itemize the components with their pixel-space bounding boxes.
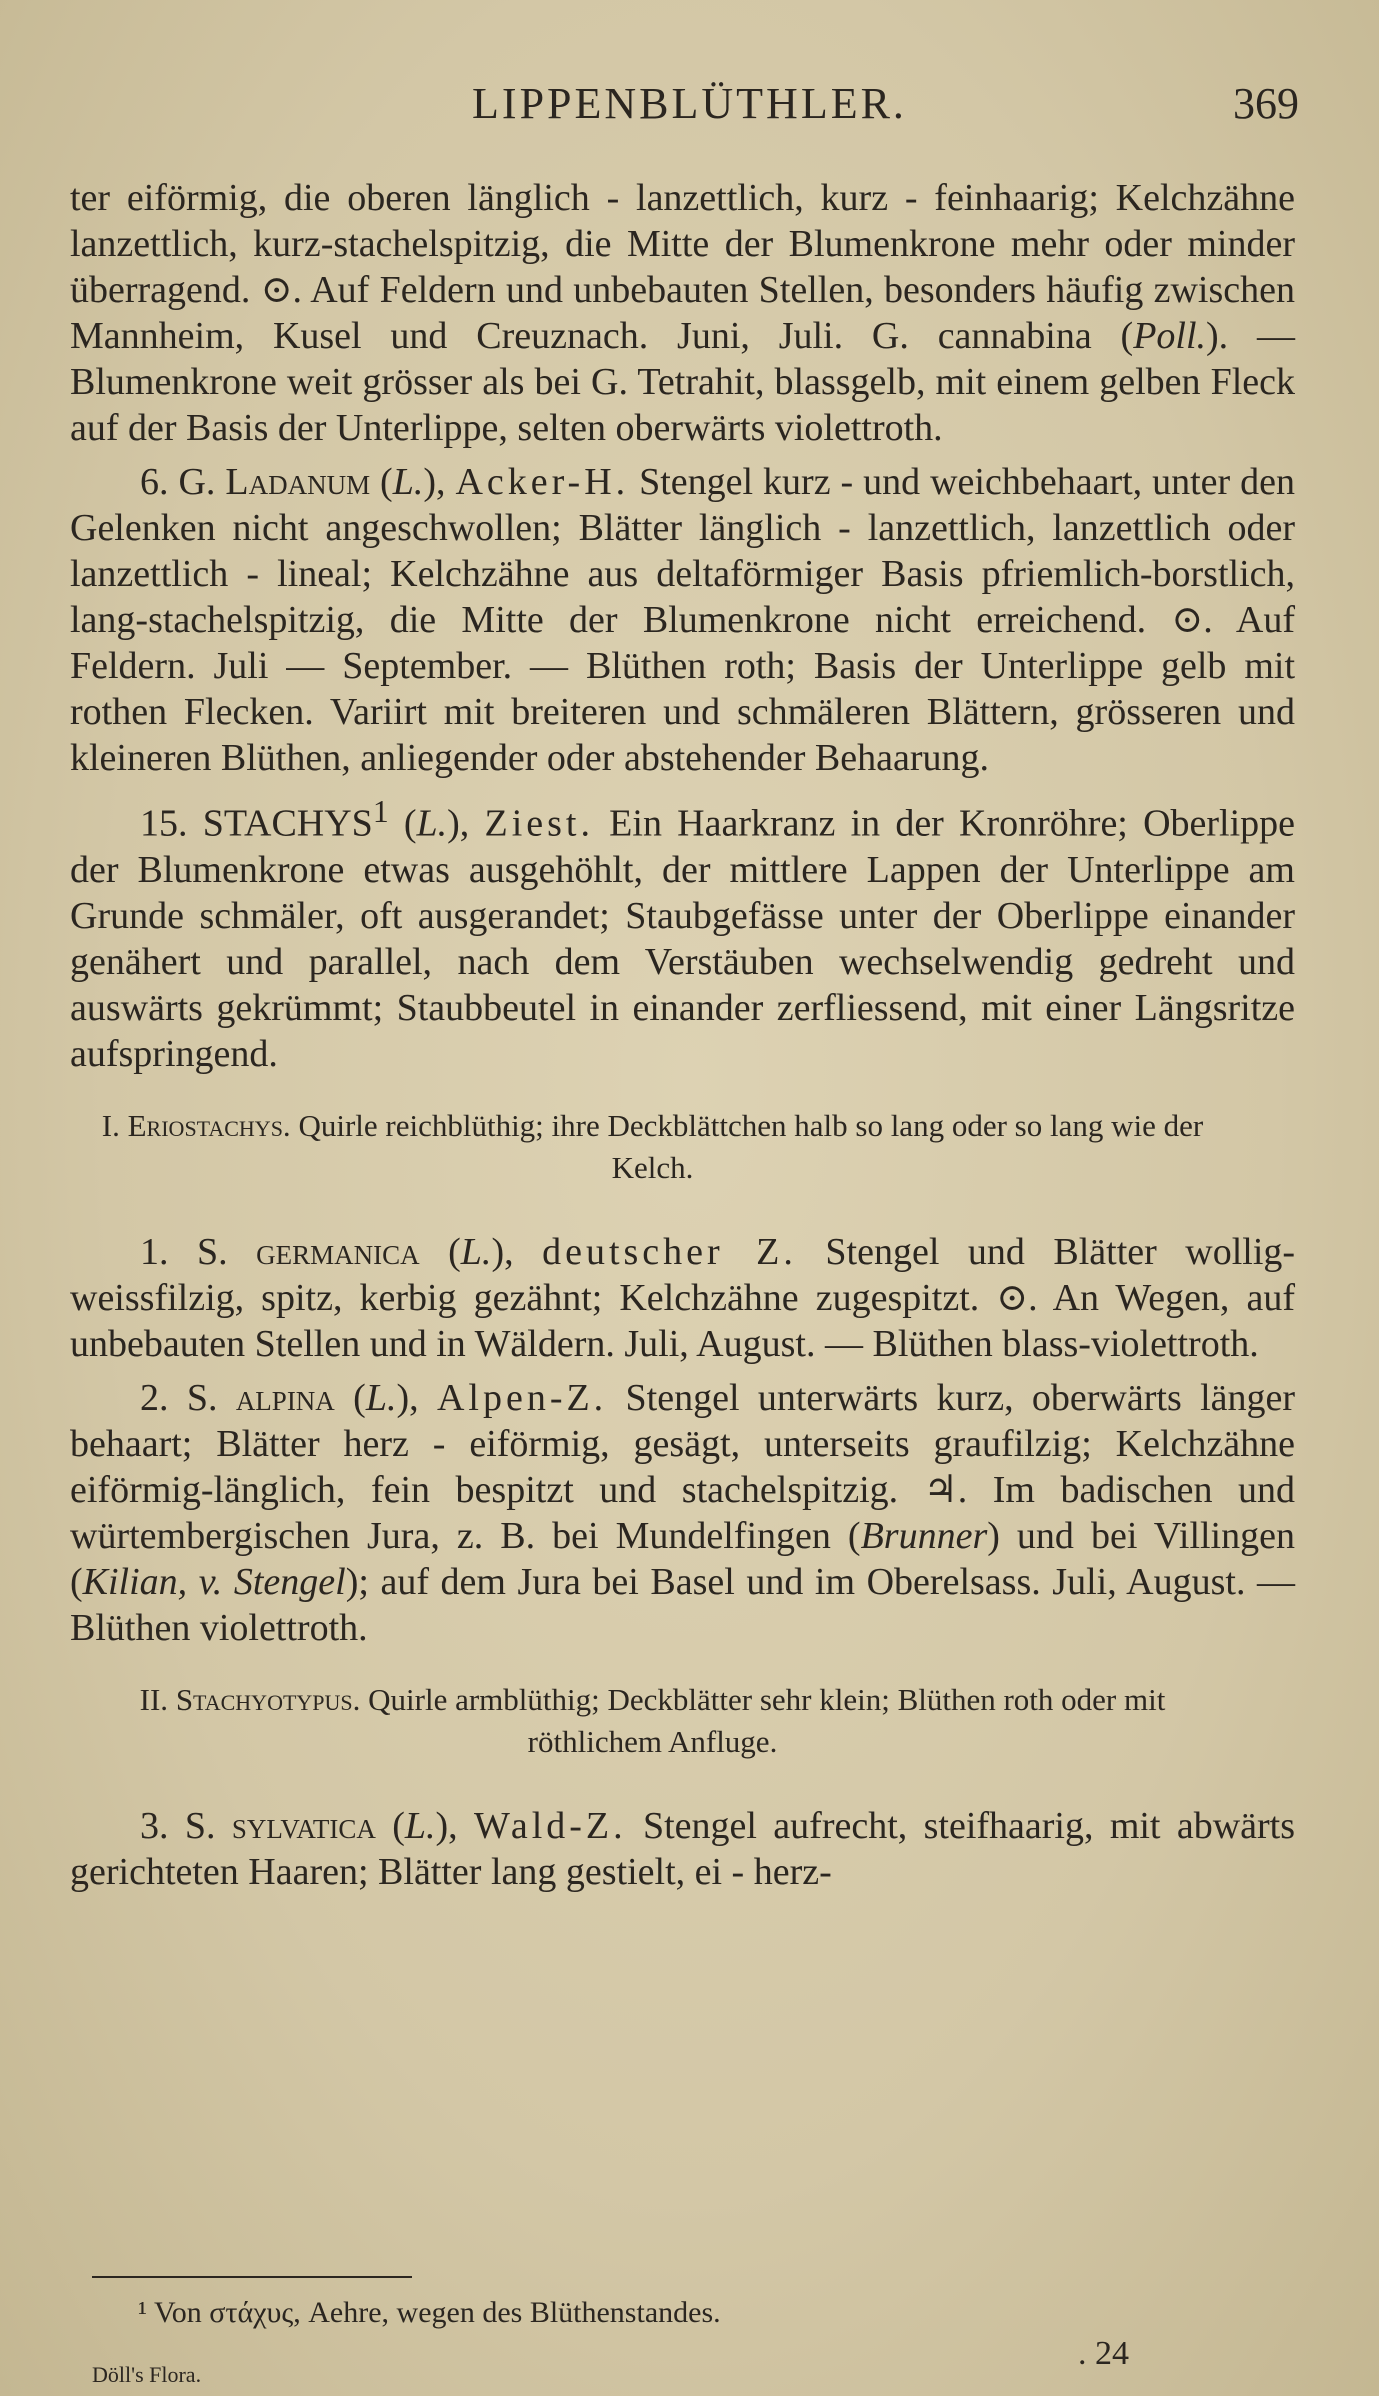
running-title: LIPPENBLÜTHLER. [472,79,907,128]
spaced-run: Acker-H. [455,461,630,503]
italic-run: L. [460,1230,492,1273]
body-text [70,175,1295,1903]
sheet-number: . 24 [1078,2335,1129,2372]
footnote-marker: 1 [372,794,389,829]
text-run: Stengel aufrecht, steifhaarig, mit abwärts gerichteten Haaren; Blätter lang gestielt, ei - herz- [70,1804,1296,1893]
text-run: ( [375,1804,405,1847]
paragraph-s-sylvatica [70,1803,1295,1895]
section-stachyotypus [70,1679,1235,1763]
paragraph-g-ladanum [70,459,1295,781]
text-run: 2. S. [140,1376,236,1419]
text-run: ( [419,1230,461,1273]
section-eriostachys [70,1105,1235,1189]
page-header [0,78,1379,138]
page-number: 369 [1233,79,1299,128]
italic-run: Brunner [860,1514,988,1557]
text-run: ), [491,1230,543,1273]
paragraph-s-alpina [70,1375,1295,1651]
text-run: Stengel und Blätter wollig-weissfilzig, spitz, kerbig gezähnt; Kelchzähne zugespitzt. ⊙. An Wegen, auf unbebauten Stellen und in Wäldern. Juli, August. — Blüthen blass-violettroth. [70,1230,1296,1365]
spaced-run: Ziest. [484,802,594,845]
text-run: ), [435,1804,475,1847]
italic-run: L. [392,461,424,503]
italic-run: L. [416,802,448,845]
text-run: ( [370,461,393,503]
text-run: Quirle armblüthig; Deckblätter sehr klein; Blüthen roth oder mit röthlichem Anfluge. [360,1681,1166,1759]
smallcaps-run: germanica [256,1230,420,1273]
smallcaps-run: Eriostachys. [127,1107,291,1143]
text-run: ), [447,802,485,845]
printer-signature: Döll's Flora. [92,2362,202,2387]
text-run: II. [139,1681,176,1717]
paragraph-continuation [70,175,1295,451]
spaced-run: Alpen-Z. [436,1376,608,1419]
text-run: 15. STACHYS [140,802,373,845]
italic-run: L. [365,1376,397,1419]
text-run: ( [388,802,417,845]
text-run: ). — Blumenkrone weit grösser als bei G. Tetrahit, blassgelb, mit einem gelben Fleck auf der Basis der Unterlippe, selten oberwärts violettroth. [70,315,1296,449]
text-run: ), [396,1376,437,1419]
text-run: ( [334,1376,366,1419]
smallcaps-run: sylvatica [231,1804,376,1847]
italic-run: L. [404,1804,436,1847]
smallcaps-run: alpina [235,1376,335,1419]
spaced-run: Wald-Z. [474,1804,627,1847]
text-run: ter eiförmig, die oberen länglich - lanzettlich, kurz - feinhaarig; Kelchzähne lanzettlich, kurz-stachelspitzig, die Mitte der Blumenkrone mehr oder minder überragend. ⊙. Auf Feldern und unbebauten Stellen, besonders häufig zwischen Mannheim, Kusel und Creuznach. Juni, Juli. G. cannabina ( [70,177,1295,357]
text-run: ); auf dem Jura bei Basel und im Oberelsass. Juli, August. — Blüthen violettroth. [70,1560,1296,1649]
italic-run: Poll. [1133,315,1207,357]
spaced-run: deutscher Z. [542,1230,797,1273]
paragraph-stachys-genus [70,789,1295,1077]
text-run: Ein Haarkranz in der Kronröhre; Oberlippe der Blumenkrone etwas ausgehöhlt, der mittlere Lappen der Unterlippe am Grunde schmäler, oft ausgerandet; Staubgefässe unter der Oberlippe einander genähert und parallel, nach dem Verstäuben wechselwendig gedreht und auswärts gekrümmt; Staubbeutel in einander zerfliessend, mit einer Längsritze aufspringend. [70,802,1296,1075]
italic-run: Kilian, v. Stengel [82,1560,346,1603]
smallcaps-run: Stachyotypus. [175,1681,361,1717]
text-run: ), [423,461,456,503]
text-run: Stengel unterwärts kurz, oberwärts länger behaart; Blätter herz - eiförmig, gesägt, unterseits graufilzig; Kelchzähne eiförmig-länglich, fein bespitzt und stachelspitzig. ♃. Im badischen und würtembergischen Jura, z. B. bei Mundelfingen ( [70,1376,1296,1557]
text-run: 3. S. [140,1804,232,1847]
footnote: ¹ Von στάχυς, Aehre, wegen des Blüthenstandes. [138,2296,721,2329]
smallcaps-run: Ladanum [225,461,371,503]
text-run: 6. G. [140,461,226,503]
text-run: I. [101,1107,128,1143]
footnote-rule [92,2276,412,2278]
text-run: Quirle reichblüthig; ihre Deckblättchen halb so lang oder so lang wie der Kelch. [290,1107,1204,1185]
text-run: 1. S. [140,1230,257,1273]
paragraph-s-germanica [70,1229,1295,1367]
text-run: Stengel kurz - und weichbehaart, unter den Gelenken nicht angeschwollen; Blätter länglich - lanzettlich, lanzettlich oder lanzettlich - lineal; Kelchzähne aus deltaförmiger Basis pfriemlich-borstlich, lang-stachelspitzig, die Mitte der Blumenkrone nicht erreichend. ⊙. Auf Feldern. Juli — September. — Blüthen roth; Basis der Unterlippe gelb mit rothen Flecken. Variirt mit breiteren und schmäleren Blättern, grösseren und kleineren Blüthen, anliegender oder abstehender Behaarung. [70,461,1296,779]
text-run: ) und bei Villingen ( [70,1514,1295,1603]
